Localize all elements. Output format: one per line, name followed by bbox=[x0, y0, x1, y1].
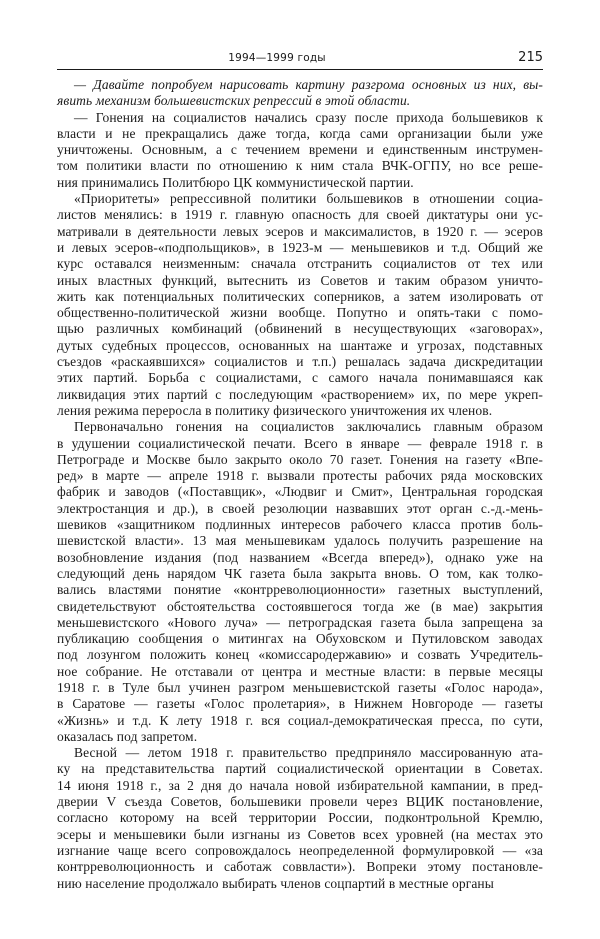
text-line: ку на представительства партий социалистической ориентации в Советах. bbox=[57, 761, 543, 777]
text-line: 1918 г. в Туле был учинен разгром меньшевистской газеты «Голос народа», bbox=[57, 679, 543, 695]
text-line: листов менялись: в 1919 г. главную опасность для своей диктатуры они ус- bbox=[57, 207, 543, 223]
paragraph bbox=[57, 419, 543, 745]
body-text bbox=[57, 77, 543, 892]
text-line: оказалась под запретом. bbox=[57, 728, 198, 744]
text-line: следующий день нарядом ЧК газета была закрыта вновь. О том, как толко- bbox=[57, 565, 543, 581]
text-line: электростанция и др.), в своей резолюции назвавших этот орган с.-д.-мень- bbox=[57, 500, 543, 516]
text-line: том политики власти по отношению к ним стала ВЧК-ОГПУ, но все реше- bbox=[57, 158, 543, 174]
text-line: Первоначально гонения на социалистов заключались главным образом bbox=[74, 419, 543, 435]
text-line: возобновление издания (под названием «Всегда вперед»), однако уже на bbox=[57, 549, 543, 565]
text-line: уничтожены. Основным, а с течением времени и единственным инструмен- bbox=[57, 142, 543, 158]
text-line: общественно-политической жизни вообще. Попутно и опять-таки с помо- bbox=[57, 305, 543, 321]
running-title: 1994—1999 годы bbox=[228, 52, 326, 64]
text-line: нию население продолжало выбирать членов соцпартий в местные органы bbox=[57, 875, 494, 891]
text-line: Петрограде и Москве было закрыто около 70 газет. Гонения на газету «Впе- bbox=[57, 451, 543, 467]
text-line: — Гонения на социалистов начались сразу после прихода большевиков к bbox=[74, 109, 543, 125]
text-line: шевистской власти». 13 мая меньшевикам удалось получить разрешение на bbox=[57, 533, 543, 549]
text-line: щью различных комбинаций (обвинений в несуществующих «заговорах», bbox=[57, 321, 543, 337]
text-line: жить как потенциальных политических соперников, а затем изолировать от bbox=[57, 288, 543, 304]
running-header bbox=[57, 52, 543, 70]
text-line: эсеры и меньшевики были изгнаны из Советов всех уровней (на местах это bbox=[57, 826, 543, 842]
text-line: — Давайте попробуем нарисовать картину разгрома основных из них, вы- bbox=[74, 77, 543, 92]
text-line: публикацию сообщения о митингах на Обуховском и Путиловском заводах bbox=[57, 631, 543, 647]
text-line: явить механизм большевистских репрессий в этой области. bbox=[57, 93, 411, 109]
text-line: ликвидация этих партий с последующим «растворением» их, по мере укреп- bbox=[57, 386, 543, 402]
text-line: свидетельствуют обстоятельства состоявшегося тогда же (в мае) закрытия bbox=[57, 598, 543, 614]
text-line: и левых эсеров-«подпольщиков», в 1923-м — меньшевиков и т.д. Общий же bbox=[57, 239, 543, 255]
text-line: под лозунгом положить конец «комиссародержавию» и созвать Учредитель- bbox=[57, 647, 543, 663]
text-line: вались властями понятие «контрреволюционности» газетных выступлений, bbox=[57, 582, 543, 598]
header-rule bbox=[57, 69, 543, 70]
paragraph bbox=[57, 77, 543, 110]
paragraph bbox=[57, 745, 543, 892]
text-line: матривали в деятельности левых эсеров и максималистов, в 1920 г. — эсеров bbox=[57, 223, 543, 239]
text-line: меньшевистского «Нового луча» — петроградская газета была запрещена за bbox=[57, 614, 543, 630]
page-number: 215 bbox=[518, 50, 543, 65]
paragraph bbox=[57, 191, 543, 419]
text-line: «Жизнь» и т.д. К лету 1918 г. вся социал-демократическая пресса, по сути, bbox=[57, 712, 543, 728]
text-line: иных властных функций, вытеснить из Советов и таким образом уничто- bbox=[57, 272, 543, 288]
text-line: ния принимались Политбюро ЦК коммунистической партии. bbox=[57, 174, 414, 190]
text-line: «Приоритеты» репрессивной политики большевиков в отношении социа- bbox=[74, 191, 543, 207]
text-line: в Саратове — газеты «Голос пролетария», в Нижнем Новгороде — газеты bbox=[57, 696, 543, 712]
text-line: ное собрание. Не отставали от центра и местные власти: в первые месяцы bbox=[57, 663, 543, 679]
text-line: ления режима переросла в политику физического уничтожения их членов. bbox=[57, 402, 493, 418]
text-line: Весной — летом 1918 г. правительство предприняло массированную ата- bbox=[74, 745, 543, 761]
text-line: контрреволюционность и саботаж соввласти»). Вопреки этому постановле- bbox=[57, 859, 543, 875]
text-line: дверии V съезда Советов, большевики провели через ВЦИК постановление, bbox=[57, 794, 543, 810]
text-line: в удушении социалистической печати. Всего в январе — феврале 1918 г. в bbox=[57, 435, 543, 451]
text-line: власти и не прекращались даже тогда, когда сами организации были уже bbox=[57, 125, 543, 141]
text-line: курс оставался неизменным: сначала отстранить социалистов от тех или bbox=[57, 256, 543, 272]
text-line: 14 июня 1918 г., за 2 дня до начала новой избирательной кампании, в пред- bbox=[57, 777, 543, 793]
text-line: согласно которому на всей территории России, подконтрольной Кремлю, bbox=[57, 810, 543, 826]
text-line: съездов «раскаявшихся» социалистов и т.п.) решалась задача дискредитации bbox=[57, 354, 543, 370]
text-line: шевиков «защитником подлинных интересов рабочего класса против боль- bbox=[57, 517, 543, 533]
text-line: дутых судебных процессов, основанных на шантаже и угрозах, подставных bbox=[57, 337, 543, 353]
text-line: фабрик и заводов («Поставщик», «Людвиг и Смит», Центральная городская bbox=[57, 484, 543, 500]
text-line: этих партий. Борьба с социалистами, с самого начала понимавшаяся как bbox=[57, 370, 543, 386]
text-line: изгнание чаще всего сопровождалось неопределенной формулировкой — «за bbox=[57, 842, 543, 858]
paragraph bbox=[57, 110, 543, 191]
text-line: ред» в марте — апреле 1918 г. вызвали протесты рабочих ряда московских bbox=[57, 468, 543, 484]
